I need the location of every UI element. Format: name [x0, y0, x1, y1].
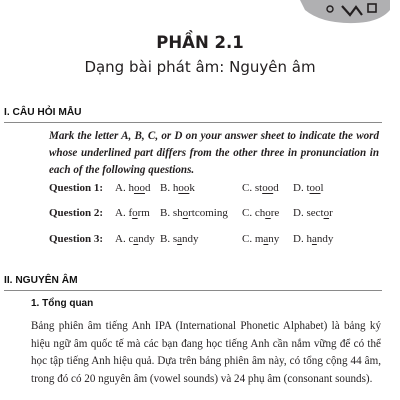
answer-option-c: C. many: [242, 233, 280, 245]
answer-option-d: D. tool: [293, 182, 324, 194]
question-label: Question 1:: [49, 182, 104, 194]
answer-option-a: A. hood: [115, 182, 151, 194]
answer-option-d: D. sector: [293, 207, 333, 219]
answer-option-b: B. hook: [160, 182, 195, 194]
subsection-heading-overview: 1. Tổng quan: [31, 298, 94, 309]
part-title: PHẦN 2.1: [156, 33, 244, 52]
section-divider: [4, 122, 382, 123]
answer-option-c: C. stood: [242, 182, 279, 194]
answer-option-c: C. chore: [242, 207, 280, 219]
answer-option-d: D. handy: [293, 233, 334, 245]
section-divider: [4, 290, 382, 291]
section-heading-vowels: II. NGUYÊN ÂM: [4, 275, 78, 286]
section-heading-sample-questions: I. CÂU HỎI MẪU: [4, 107, 82, 118]
answer-option-a: A. form: [115, 207, 150, 219]
question-label: Question 2:: [49, 207, 104, 219]
answer-option-a: A. candy: [115, 233, 155, 245]
corner-decoration: [300, 0, 390, 24]
overview-paragraph: Bảng phiên âm tiếng Anh IPA (International Phonetic Alphabet) là bảng ký hiệu ngữ âm quốc tế mà các bạn đang học tiếng Anh cần nắm vững để có thể học tập tiếng Anh hiệu quả. Dựa trên bảng phiên âm này, có tổng cộng 44 âm, trong đó có 20 nguyên âm (vowel sounds) và 24 phụ âm (consonant sounds).: [31, 320, 381, 385]
answer-option-b: B. sandy: [160, 233, 199, 245]
instruction-text: Mark the letter A, B, C, or D on your answer sheet to indicate the word whose underlined part differs from the other three in pronunciation in each of the following questions.: [49, 130, 379, 176]
question-label: Question 3:: [49, 233, 104, 245]
part-subtitle: Dạng bài phát âm: Nguyên âm: [84, 58, 316, 76]
answer-option-b: B. shortcoming: [160, 207, 228, 219]
